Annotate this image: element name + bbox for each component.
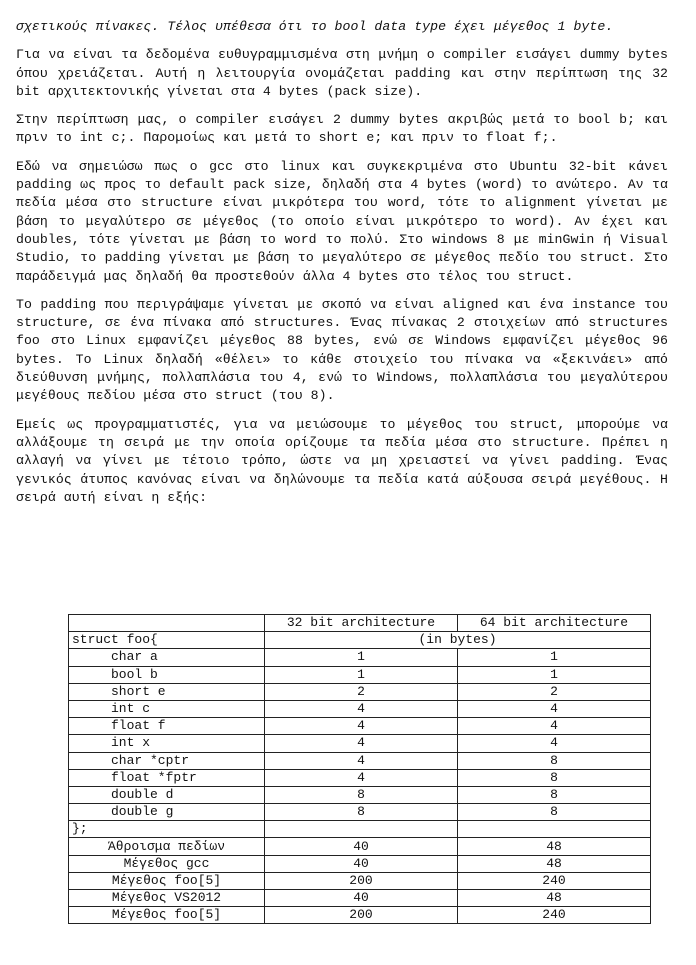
summary-row xyxy=(69,890,651,907)
table-row xyxy=(69,735,651,752)
summary-row xyxy=(69,872,651,889)
struct-close-cell: }; xyxy=(69,821,265,838)
paragraph: Για να είναι τα δεδομένα ευθυγραμμισμένα στη μνήμη ο compiler εισάγει dummy bytes όπου χρειάζεται. Αυτή η λειτουργία ονομάζεται padding και στην περίπτωση της 32 bit αρχιτεκτονικής γίνεται στα 4 bytes (pack size). xyxy=(16,47,668,99)
size-32: 1 xyxy=(265,666,458,683)
size-64: 1 xyxy=(458,649,651,666)
size-64: 240 xyxy=(458,907,651,924)
header-cell xyxy=(69,615,265,632)
size-64: 48 xyxy=(458,855,651,872)
size-32: 40 xyxy=(265,838,458,855)
size-64: 48 xyxy=(458,838,651,855)
field-name: double d xyxy=(69,786,265,803)
document-body xyxy=(16,18,668,517)
size-32: 4 xyxy=(265,752,458,769)
size-64: 1 xyxy=(458,666,651,683)
units-cell: (in bytes) xyxy=(265,632,651,649)
size-32: 8 xyxy=(265,804,458,821)
table-row xyxy=(69,700,651,717)
table-row xyxy=(69,666,651,683)
field-name: double g xyxy=(69,804,265,821)
size-64: 240 xyxy=(458,872,651,889)
size-32: 4 xyxy=(265,735,458,752)
size-32: 4 xyxy=(265,769,458,786)
size-64: 8 xyxy=(458,752,651,769)
summary-label: Μέγεθος gcc xyxy=(69,855,265,872)
field-name: int c xyxy=(69,700,265,717)
empty-cell xyxy=(265,821,458,838)
size-32: 4 xyxy=(265,700,458,717)
empty-cell xyxy=(458,821,651,838)
summary-row xyxy=(69,907,651,924)
table-row xyxy=(69,769,651,786)
table-row xyxy=(69,804,651,821)
table-header-row xyxy=(69,615,651,632)
table-row xyxy=(69,683,651,700)
field-name: char a xyxy=(69,649,265,666)
field-name: bool b xyxy=(69,666,265,683)
size-32: 200 xyxy=(265,907,458,924)
size-64: 8 xyxy=(458,786,651,803)
struct-size-table xyxy=(68,614,651,924)
size-64: 8 xyxy=(458,769,651,786)
paragraph: Εδώ να σημειώσω πως ο gcc στο linux και συγκεκριμένα στο Ubuntu 32-bit κάνει padding ως προς το default pack size, δηλαδή στα 4 bytes (word) το ανώτερο. Αν τα πεδία μέσα στο structure είναι μικρότερα του word, τότε το alignment γίνεται με βάση το μεγαλύτερο σε μέγεθος (το οποίο είναι μικρότερο το word). Αν έχει και doubles, τότε γίνεται με βάση το word το πολύ. Στο windows 8 με minGwin ή Visual Studio, το padding γίνεται με βάση το μεγαλύτερο σε μέγεθος πεδίο του struct. Στο παράδειγμά μας δηλαδή θα προστεθούν άλλα 4 bytes στο τέλος του struct. xyxy=(16,158,668,284)
paragraph: Στην περίπτωση μας, ο compiler εισάγει 2 dummy bytes ακριβώς μετά το bool b; και πριν το int c;. Παρομοίως και μετά το short e; και πριν το float f;. xyxy=(16,112,668,146)
size-32: 1 xyxy=(265,649,458,666)
summary-row xyxy=(69,838,651,855)
table-row xyxy=(69,821,651,838)
size-64: 8 xyxy=(458,804,651,821)
field-name: float f xyxy=(69,718,265,735)
table-row xyxy=(69,649,651,666)
paragraph: σχετικούς πίνακες. Τέλος υπέθεσα ότι το bool data type έχει μέγεθος 1 byte. xyxy=(16,19,614,34)
field-name: int x xyxy=(69,735,265,752)
field-name: short e xyxy=(69,683,265,700)
table-row xyxy=(69,786,651,803)
paragraph: Το padding που περιγράψαμε γίνεται με σκοπό να είναι aligned και ένα instance του structure, σε ένα πίνακα από structures. Ένας πίνακας 2 στοιχείων από structures foo στο Linux εμφανίζει μέγεθος 88 bytes, ενώ σε Windows εμφανίζει μέγεθος 96 bytes. Το Linux δηλαδή «θέλει» το κάθε στοιχείο του πίνακα να «ξεκινάει» από διεύθυνση μνήμης, πολλαπλάσια του 4, ενώ το Windows, πολλαπλάσια του μεγαλύτερου μεγέθους πεδίου μέσα στο struct (του 8). xyxy=(16,296,668,404)
size-64: 4 xyxy=(458,718,651,735)
header-cell: 64 bit architecture xyxy=(458,615,651,632)
size-64: 4 xyxy=(458,735,651,752)
table-row xyxy=(69,632,651,649)
size-32: 200 xyxy=(265,872,458,889)
summary-label: Μέγεθος VS2012 xyxy=(69,890,265,907)
field-name: char *cptr xyxy=(69,752,265,769)
header-cell: 32 bit architecture xyxy=(265,615,458,632)
size-32: 40 xyxy=(265,890,458,907)
size-32: 8 xyxy=(265,786,458,803)
size-32: 40 xyxy=(265,855,458,872)
summary-label: Άθροισμα πεδίων xyxy=(69,838,265,855)
size-64: 2 xyxy=(458,683,651,700)
paragraph: Εμείς ως προγραμματιστές, για να μειώσουμε το μέγεθος του struct, μπορούμε να αλλάξουμε τη σειρά με την οποία ορίζουμε τα πεδία μέσα στο structure. Πρέπει η αλλαγή να γίνει με τέτοιο τρόπο, ώστε να μη χρειαστεί να γίνει padding. Ένας γενικός άτυπος κανόνας είναι να δηλώνουμε τα πεδία κατά αύξουσα σειρά μεγέθους. Η σειρά αυτή είναι η εξής: xyxy=(16,416,668,505)
size-64: 4 xyxy=(458,700,651,717)
table-row xyxy=(69,718,651,735)
summary-row xyxy=(69,855,651,872)
summary-label: Μέγεθος foo[5] xyxy=(69,907,265,924)
struct-open-cell: struct foo{ xyxy=(69,632,265,649)
size-32: 4 xyxy=(265,718,458,735)
size-32: 2 xyxy=(265,683,458,700)
table-row xyxy=(69,752,651,769)
field-name: float *fptr xyxy=(69,769,265,786)
size-64: 48 xyxy=(458,890,651,907)
summary-label: Μέγεθος foo[5] xyxy=(69,872,265,889)
